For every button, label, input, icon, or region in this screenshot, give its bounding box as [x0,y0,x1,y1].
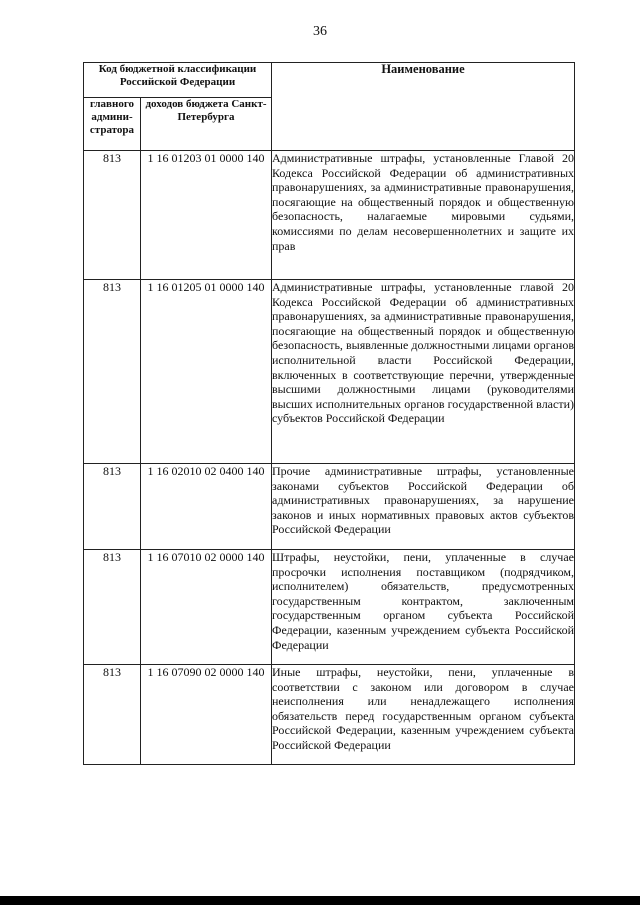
table-row [84,665,575,765]
table-row [84,550,575,665]
row-admin-code: 813 [84,280,141,464]
row-name: Административные штрафы, установленные Главой 20 Кодекса Российской Федерации об административных правонарушениях, за административные правонарушения, посягающие на общественный порядок и общественную безопасность, налагаемые мировыми судьями, комиссиями по делам несовершеннолетних и защите их прав [272,151,575,280]
header-chief-administrator: главного админи-стратора [84,98,141,151]
header-name: Наименование [272,63,575,151]
row-name: Штрафы, неустойки, пени, уплаченные в случае просрочки исполнения поставщиком (подрядчиком, исполнителем) обязательств, предусмотренных государственным контрактом, заключенным государственным органом субъекта Российской Федерации, казенным учреждением субъекта Российской Федерации [272,550,575,665]
header-budget-code-group: Код бюджетной классификации Российской Федерации [84,63,272,98]
row-admin-code: 813 [84,550,141,665]
table-row [84,151,575,280]
table-row [84,280,575,464]
row-admin-code: 813 [84,665,141,765]
row-name: Иные штрафы, неустойки, пени, уплаченные в соответствии с законом или договором в случае неисполнения или ненадлежащего исполнения обязательств перед государственным органом субъекта Российской Федерации, казенным учреждением субъекта Российской Федерации [272,665,575,765]
row-income-code: 1 16 02010 02 0400 140 [141,464,272,550]
row-income-code: 1 16 07090 02 0000 140 [141,665,272,765]
row-income-code: 1 16 01205 01 0000 140 [141,280,272,464]
row-name: Прочие административные штрафы, установленные законами субъектов Российской Федерации об административных правонарушениях, за нарушение законов и иных нормативных правовых актов субъектов Российской Федерации [272,464,575,550]
scan-bottom-edge [0,896,640,905]
page-number: 36 [313,24,327,39]
row-name: Административные штрафы, установленные главой 20 Кодекса Российской Федерации об административных правонарушениях, за административные правонарушения, посягающие на общественный порядок и общественную безопасность, выявленные должностными лицами органов исполнительной власти Российской Федерации, включенных в соответствующие перечни, утвержденные высшими должностными лицами (руководителями высших исполнительных органов государственной власти) субъектов Российской Федерации [272,280,575,464]
row-admin-code: 813 [84,151,141,280]
row-admin-code: 813 [84,464,141,550]
row-income-code: 1 16 07010 02 0000 140 [141,550,272,665]
table-row [84,464,575,550]
header-budget-income: доходов бюджета Санкт-Петербурга [141,98,272,151]
budget-classification-table [83,62,575,765]
row-income-code: 1 16 01203 01 0000 140 [141,151,272,280]
